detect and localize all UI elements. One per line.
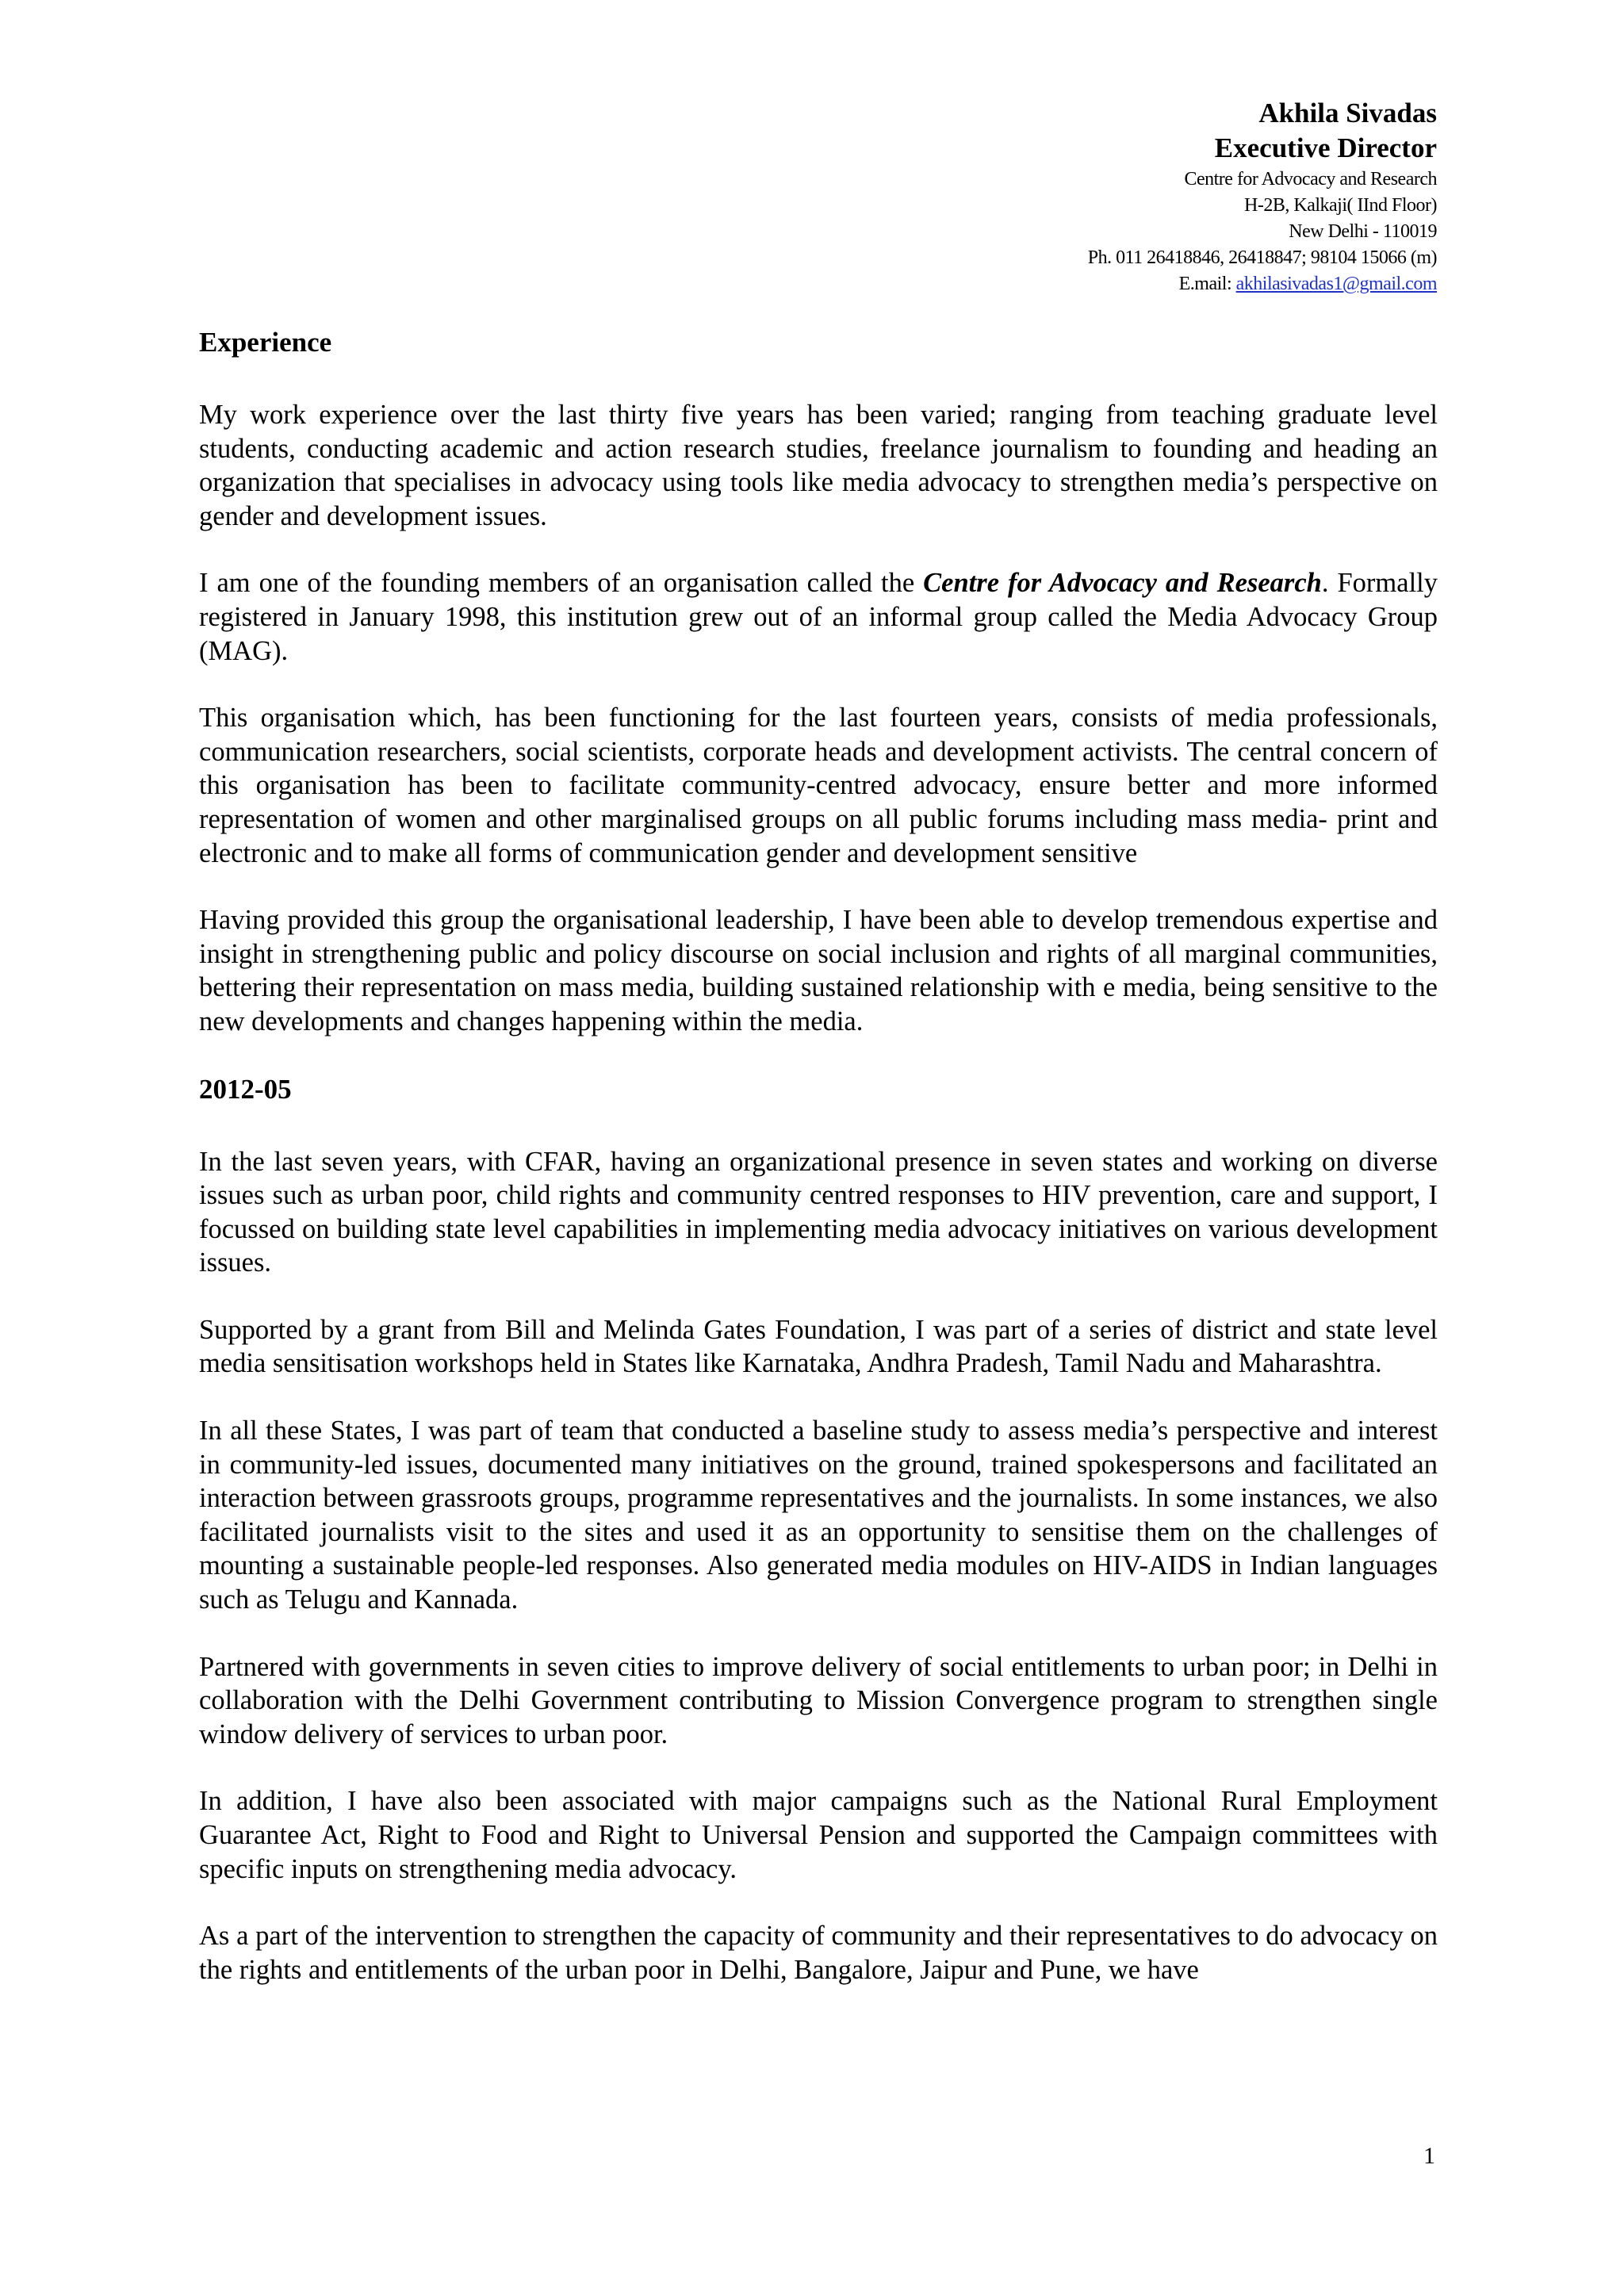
address-line-2: New Delhi - 110019 xyxy=(1289,221,1437,242)
paragraph: Partnered with governments in seven cities to improve delivery of social entitlements to urban poor; in Delhi in collaboration with the Delhi Government contributing to Mission Convergence program to strengthen single window delivery of services to urban poor. xyxy=(199,1651,1438,1749)
author-name: Akhila Sivadas xyxy=(1258,98,1437,128)
email-line xyxy=(1088,271,1437,297)
section-heading-experience: Experience xyxy=(199,327,332,358)
letterhead xyxy=(1088,97,1437,297)
paragraph: In the last seven years, with CFAR, having an organizational presence in seven states and working on diverse issues such as urban poor, child rights and community centred responses to HIV prevention, care and support, I focussed on building state level capabilities in implementing media advocacy initiatives on various development issues. xyxy=(199,1146,1438,1278)
organization-name: Centre for Advocacy and Research xyxy=(1184,169,1437,190)
author-role: Executive Director xyxy=(1214,132,1437,163)
paragraph: Supported by a grant from Bill and Melinda Gates Foundation, I was part of a series of district and state level media sensitisation workshops held in States like Karnataka, Andhra Pradesh, Tamil Nadu and Maharashtra. xyxy=(199,1314,1438,1379)
paragraph-founding xyxy=(199,566,1438,668)
paragraph: This organisation which, has been functioning for the last fourteen years, consists of media professionals, communication researchers, social scientists, corporate heads and development activists. The central concern of this organisation has been to facilitate community-centred advocacy, ensure better and more informed representation of women and other marginalised groups on all public forums including mass media- print and electronic and to make all forms of communication gender and development sensitive xyxy=(199,703,1438,868)
paragraph: In all these States, I was part of team that conducted a baseline study to assess media’s perspective and interest in community-led issues, documented many initiatives on the ground, trained spokespersons and facilitated an interaction between grassroots groups, programme representatives and the journalists. In some instances, we also facilitated journalists visit to the sites and used it as an opportunity to sensitise them on the challenges of mounting a sustainable people-led responses. Also generated media modules on HIV-AIDS in Indian languages such as Telugu and Kannada. xyxy=(199,1416,1438,1615)
paragraph: In addition, I have also been associated with major campaigns such as the National Rural Employment Guarantee Act, Right to Food and Right to Universal Pension and supported the Campaign committees with specific inputs on strengthening media advocacy. xyxy=(199,1786,1438,1884)
paragraph-text: I am one of the founding members of an organisation called the xyxy=(199,568,924,599)
section-heading-years: 2012-05 xyxy=(199,1073,292,1105)
paragraph: My work experience over the last thirty five years has been varied; ranging from teaching graduate level students, conducting academic and action research studies, freelance journalism to founding and heading an organization that specialises in advocacy using tools like media advocacy to strengthen media’s perspective on gender and development issues. xyxy=(199,400,1438,531)
organization-emphasis: Centre for Advocacy and Research xyxy=(923,568,1322,599)
paragraph: As a part of the intervention to strengthen the capacity of community and their representatives to do advocacy on the rights and entitlements of the urban poor in Delhi, Bangalore, Jaipur and Pune, we have xyxy=(199,1921,1438,1985)
email-link[interactable]: akhilasivadas1@gmail.com xyxy=(1235,274,1437,294)
phone-numbers: Ph. 011 26418846, 26418847; 98104 15066 (m) xyxy=(1087,247,1437,268)
address-line-1: H-2B, Kalkaji( IInd Floor) xyxy=(1244,195,1437,216)
page-number: 1 xyxy=(1423,2143,1435,2169)
email-label: E.mail: xyxy=(1178,274,1232,294)
paragraph: Having provided this group the organisational leadership, I have been able to develop tremendous expertise and insight in strengthening public and policy discourse on social inclusion and rights of all marginal communities, bettering their representation on mass media, building sustained relationship with e media, being sensitive to the new developments and changes happening within the media. xyxy=(199,905,1438,1036)
document-body xyxy=(199,325,1438,2020)
paragraph-text: . Formally registered in January 1998, this institution grew out of an informal group called the Media Advocacy Group (MAG). xyxy=(199,568,1438,666)
